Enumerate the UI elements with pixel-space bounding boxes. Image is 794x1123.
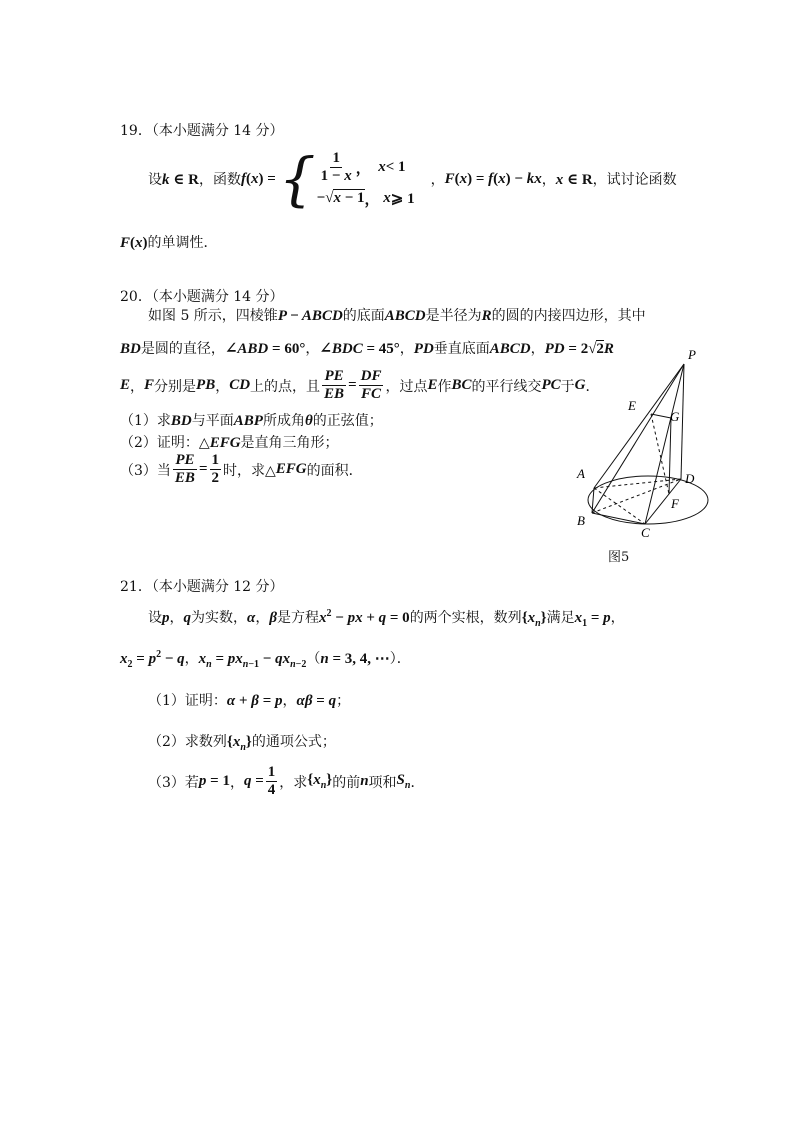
edge-DA-hidden	[594, 479, 681, 488]
math-x-in-R: x ∈ R	[555, 171, 593, 188]
problem-20-text: 是圆的直径，	[140, 341, 225, 357]
math-F: F	[144, 377, 155, 393]
math-ratio-PE-EB-DF-FC: $\frac{PE}{EB}$ = $\frac{DF}{FC}$	[324, 368, 382, 402]
math-x1-eq-p: $x_1 = p$	[574, 610, 611, 629]
problem-19-text: 的单调性．	[147, 235, 218, 251]
problem-20-text: 垂直底面	[433, 341, 490, 357]
problem-19-text: ，试讨论函数	[592, 172, 677, 188]
math-BD: BD	[170, 413, 192, 429]
math-n-range: n = 3, 4, ⋯	[320, 651, 390, 667]
problem-21-header: 21．（本小题满分 12 分）	[120, 579, 284, 595]
math-EFG: EFG	[209, 435, 241, 451]
figure-5-pyramid	[566, 345, 716, 545]
math-sum-roots: α + β = p	[226, 693, 283, 709]
math-k-in-R: k ∈ R	[162, 171, 199, 188]
problem-21-text: 的通项公式；	[251, 734, 336, 750]
problem-21-line-2	[120, 648, 411, 670]
problem-19-text: 设	[148, 172, 162, 188]
label-F: F	[671, 496, 679, 511]
label-P: P	[688, 347, 696, 362]
label-G: G	[670, 409, 680, 424]
math-PB: PB	[196, 377, 216, 393]
piecewise-brace: {	[278, 145, 316, 213]
problem-20-question-2	[120, 432, 339, 452]
problem-20-text: 如图 5 所示，四棱锥	[148, 308, 278, 324]
problem-20-text: ，	[305, 341, 320, 357]
math-E: E	[427, 377, 438, 393]
math-x2-def: $x_2 = p^2 - q$	[120, 649, 185, 670]
problem-21-text: ，求	[279, 774, 308, 791]
problem-21-text: ，	[610, 610, 625, 626]
edge-PD	[681, 364, 684, 479]
problem-20-text: （2）证明：△	[120, 435, 210, 451]
problem-19-text: ，	[541, 172, 556, 188]
math-ABCD: ABCD	[489, 341, 531, 357]
problem-19-text: ，函数	[198, 172, 241, 188]
math-q-eq-quarter: q = $\frac{1}{4}$	[243, 764, 276, 798]
problem-20-text: 上的点，且	[250, 378, 321, 395]
problem-21-line-1	[148, 607, 625, 629]
math-recurrence: $x_n = px_{n-1} - qx_{n-2}$	[198, 651, 307, 670]
math-theta: θ	[304, 413, 313, 429]
problem-21-text: 满足	[546, 610, 575, 626]
problem-21-text: ，	[255, 610, 270, 626]
problem-20-text: ，	[130, 378, 145, 395]
math-R: R	[481, 308, 492, 324]
math-G: G	[574, 377, 586, 393]
problem-21-text: ）．	[389, 651, 411, 667]
math-ABCD: ABCD	[384, 308, 426, 324]
problem-20-header: 20．（本小题满分 14 分）	[120, 289, 284, 305]
math-product-roots: αβ = q	[296, 693, 337, 709]
problem-21-question-2	[148, 731, 336, 753]
math-p: p	[162, 610, 170, 626]
math-p-eq-1: p = 1	[198, 773, 230, 789]
math-n: n	[360, 773, 369, 789]
problem-20-text: 的圆的内接四边形，其中	[491, 308, 646, 324]
problem-20-text: 的正弦值；	[312, 413, 383, 429]
problem-20-text: 的平行线交	[471, 378, 542, 395]
problem-20-text: ．	[585, 378, 600, 395]
problem-20-text: ，	[399, 341, 414, 357]
math-quadratic-equation: $x^2$ − px + q = 0	[319, 608, 410, 626]
problem-20-text: ，	[215, 378, 230, 395]
problem-19-header: 19．（本小题满分 14 分）	[120, 123, 284, 139]
problem-21-text: ，	[229, 774, 244, 791]
problem-21-text: ，	[169, 610, 184, 626]
math-beta: β	[269, 610, 277, 626]
segment-EG	[651, 414, 671, 418]
problem-20-line-2	[120, 338, 614, 358]
math-BD: BD	[120, 341, 141, 357]
problem-21-text: 是方程	[277, 610, 319, 626]
problem-19-outro	[120, 232, 218, 252]
math-function-f-def: f ( x ) = { $\frac{1}{1 - x}$ ， x < 1 −√ x − 1 ， x ⩾ 1	[240, 145, 415, 213]
math-CD: CD	[229, 377, 251, 393]
problem-20-text: 分别是	[154, 378, 197, 395]
math-F-x: F(x)	[120, 235, 148, 251]
problem-21-text: 的前	[332, 774, 361, 791]
problem-20-text: 是半径为	[425, 308, 482, 324]
math-seq-xn: $\{x_n\}$	[307, 772, 333, 791]
problem-20-text: 的面积．	[306, 462, 363, 479]
label-C: C	[641, 525, 650, 540]
problem-20-question-1	[120, 410, 383, 430]
problem-20-text: 是直角三角形；	[240, 435, 339, 451]
problem-19-text: ，	[430, 172, 445, 188]
problem-21-text: 项和	[368, 774, 397, 791]
math-PD: PD	[413, 341, 434, 357]
problem-20-text: ，过点	[385, 378, 428, 395]
problem-20-text: 作	[437, 378, 452, 395]
problem-21-question-1	[148, 690, 350, 710]
edge-BC	[592, 513, 645, 524]
label-B: B	[577, 513, 585, 528]
problem-20-line-3	[120, 368, 600, 403]
problem-20-text: （1）求	[120, 413, 171, 429]
problem-21-text: 设	[148, 610, 162, 626]
label-A: A	[577, 466, 585, 481]
segment-EF-hidden	[651, 414, 669, 494]
math-seq-xn: $\{x_n\}$	[521, 610, 547, 629]
math-ratio-PE-EB-half: $\frac{PE}{EB}$ = $\frac{1}{2}$	[174, 452, 219, 486]
problem-20-text: 所成角	[262, 413, 305, 429]
problem-21-question-3	[148, 764, 424, 799]
problem-19-statement	[148, 145, 677, 213]
math-Sn: $S_n$	[396, 772, 411, 791]
problem-21-text: 为实数，	[191, 610, 247, 626]
math-angle-ABD: ∠ABD = 60°	[224, 341, 306, 357]
problem-21-text: ．	[410, 774, 425, 791]
math-PC: PC	[541, 377, 561, 393]
label-E: E	[628, 398, 636, 413]
problem-20-question-3	[120, 452, 363, 487]
problem-21-text: （1）证明：	[148, 693, 227, 709]
problem-21-text: ，	[184, 651, 199, 667]
problem-20-line-1	[148, 305, 646, 325]
problem-21-text: （	[306, 651, 321, 667]
problem-20-text: 时，求△	[223, 462, 276, 479]
problem-21-text: ，	[282, 693, 297, 709]
problem-20-text: （3）当	[120, 462, 171, 479]
math-angle-BDC: ∠BDC = 45°	[319, 341, 400, 357]
label-D: D	[685, 471, 695, 486]
figure-5-caption: 图5	[608, 550, 630, 565]
math-P-ABCD: P − ABCD	[277, 308, 343, 324]
math-q: q	[183, 610, 191, 626]
math-alpha: α	[247, 610, 256, 626]
problem-20-text: ，	[530, 341, 545, 357]
math-ABP: ABP	[233, 413, 263, 429]
problem-20-text: 的底面	[342, 308, 385, 324]
problem-21-text: （3）若	[148, 774, 199, 791]
problem-21-text: （2）求数列	[148, 734, 227, 750]
math-E: E	[120, 377, 131, 393]
problem-20-text: 于	[560, 378, 575, 395]
math-seq-xn: $\{x_n\}$	[226, 734, 252, 753]
problem-21-text: ；	[336, 693, 351, 709]
problem-21-text: 的两个实根，数列	[409, 610, 522, 626]
math-EFG: EFG	[275, 461, 307, 477]
math-F-def: F(x) = f(x) − kx	[444, 170, 542, 187]
problem-20-text: 与平面	[191, 413, 234, 429]
math-BC: BC	[451, 377, 472, 393]
math-PD-value: PD = 2√2R	[544, 341, 614, 357]
